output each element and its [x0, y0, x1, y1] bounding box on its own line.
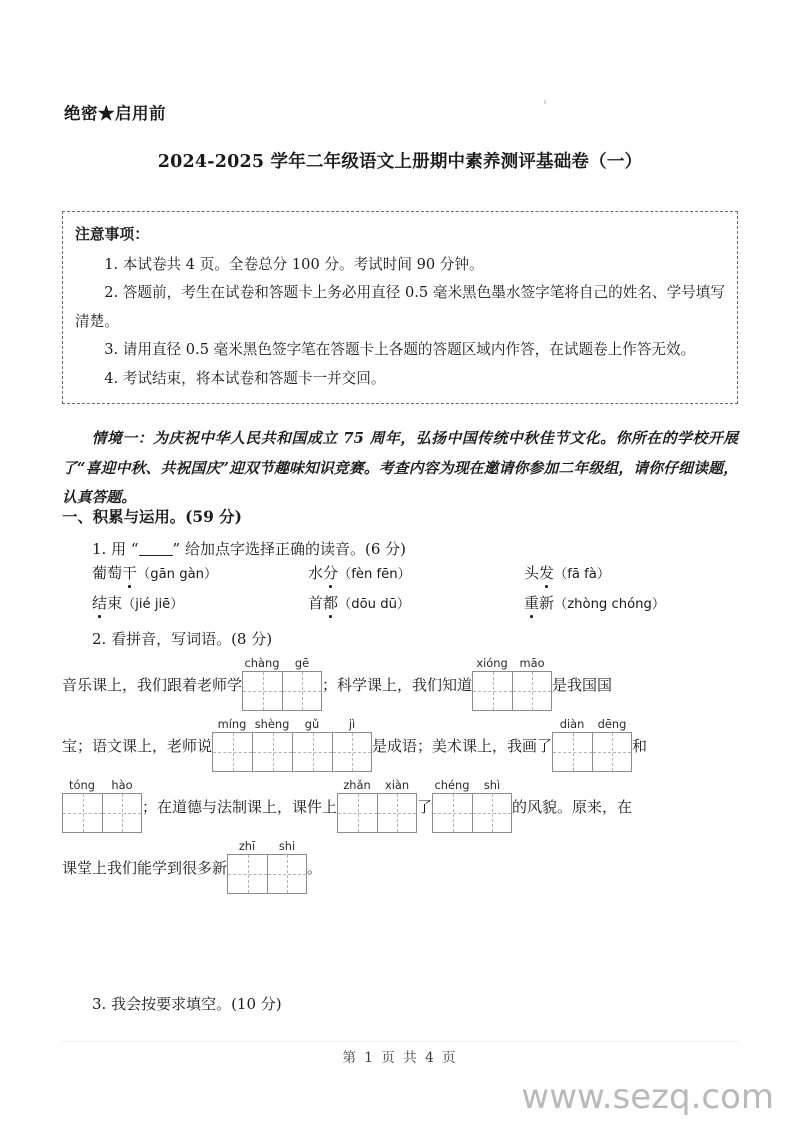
sentence-text: ；科学课上，我们知道	[322, 676, 473, 694]
question-3-stem: 3. 我会按要求填空。(10 分)	[92, 995, 282, 1013]
writing-box-row[interactable]	[337, 793, 417, 833]
word-prefix: 葡萄	[92, 564, 123, 582]
sentence-text: 了	[417, 798, 433, 816]
writing-box-row[interactable]	[212, 732, 372, 772]
pinyin-writing-group[interactable]	[212, 717, 372, 772]
pinyin-label: xiàn	[384, 778, 410, 792]
dotted-character: 结	[92, 594, 108, 612]
pinyin-row	[242, 656, 322, 671]
word-suffix: 新	[539, 594, 555, 612]
pinyin-row	[62, 778, 142, 793]
notice-title: 注意事项：	[75, 226, 149, 243]
writing-box-row[interactable]	[227, 854, 307, 894]
question-2-line	[62, 716, 752, 772]
notice-item: 4. 考试结束，将本试卷和答题卡一并交回。	[104, 369, 386, 387]
pinyin-label: shèng	[254, 717, 290, 731]
pinyin-writing-group[interactable]	[242, 656, 322, 711]
question-1-items	[92, 562, 742, 622]
sentence-text: 的风貌。原来，在	[512, 798, 633, 816]
sentence-text: 是我国国	[552, 676, 613, 694]
pinyin-label: míng	[217, 717, 247, 731]
writing-box-row[interactable]	[472, 671, 552, 711]
question-1-stem-after: ” 给加点字选择正确的读音。(6 分)	[172, 540, 406, 558]
word-prefix: 水	[308, 564, 324, 582]
character-writing-box[interactable]	[282, 671, 322, 711]
writing-box-row[interactable]	[62, 793, 142, 833]
character-writing-box[interactable]	[472, 793, 512, 833]
character-writing-box[interactable]	[512, 671, 552, 711]
pinyin-label: diàn	[559, 717, 585, 731]
pinyin-options[interactable]: （zhòng chóng）	[554, 597, 666, 612]
sentence-text: 。	[307, 859, 323, 877]
character-writing-box[interactable]	[377, 793, 417, 833]
sentence-text: ；在道德与法制课上，课件上	[142, 798, 338, 816]
pinyin-label: chàng	[244, 656, 280, 670]
character-writing-box[interactable]	[332, 732, 372, 772]
question-2-line	[62, 777, 752, 833]
writing-box-row[interactable]	[242, 671, 322, 711]
writing-box-row[interactable]	[432, 793, 512, 833]
character-writing-box[interactable]	[242, 671, 282, 711]
sentence-text: 课堂上我们能学到很多新	[62, 859, 228, 877]
dotted-character: 分	[323, 564, 339, 582]
pinyin-writing-group[interactable]	[227, 839, 307, 894]
pinyin-label: tóng	[69, 778, 95, 792]
sentence-text: 宝；语文课上，老师说	[62, 737, 213, 755]
site-watermark: www.sezq.com	[521, 1077, 774, 1117]
page-title: 2024-2025 学年二年级语文上册期中素养测评基础卷（一）	[157, 152, 643, 172]
character-writing-box[interactable]	[252, 732, 292, 772]
question-1-item[interactable]	[524, 592, 740, 613]
pinyin-row	[337, 778, 417, 793]
question-2-line	[62, 838, 752, 894]
question-2-body	[62, 655, 752, 899]
character-writing-box[interactable]	[212, 732, 252, 772]
pinyin-label: gē	[294, 656, 310, 670]
pinyin-writing-group[interactable]	[472, 656, 552, 711]
pinyin-row	[432, 778, 512, 793]
dotted-character: 都	[323, 594, 339, 612]
question-1-row	[92, 562, 742, 592]
pinyin-label: zhǎn	[343, 778, 371, 792]
dotted-character: 重	[524, 594, 540, 612]
notice-item: 1. 本试卷共 4 页。全卷总分 100 分。考试时间 90 分钟。	[104, 255, 484, 273]
character-writing-box[interactable]	[432, 793, 472, 833]
dotted-character: 发	[539, 564, 555, 582]
character-writing-box[interactable]	[267, 854, 307, 894]
pinyin-options[interactable]: （jié jiē）	[122, 597, 184, 612]
page-speck	[544, 100, 546, 104]
question-2-line	[62, 655, 752, 711]
word-suffix: 束	[107, 594, 123, 612]
pinyin-options[interactable]: （gān gàn）	[137, 567, 218, 582]
pinyin-row	[472, 656, 552, 671]
pinyin-writing-group[interactable]	[432, 778, 512, 833]
pinyin-writing-group[interactable]	[552, 717, 632, 772]
word-prefix: 头	[524, 564, 540, 582]
notice-item: 2. 答题前，考生在试卷和答题卡上务必用直径 0.5 毫米黑色墨水签字笔将自己的姓名、学号填写清楚。	[75, 284, 725, 330]
notice-item-list	[75, 251, 725, 393]
character-writing-box[interactable]	[292, 732, 332, 772]
question-1-item[interactable]	[308, 592, 524, 613]
pinyin-label: māo	[519, 656, 545, 670]
pinyin-options[interactable]: （fā fà）	[554, 567, 611, 582]
page-number-footer: 第 1 页 共 4 页	[342, 1050, 458, 1066]
question-1-item[interactable]	[92, 592, 308, 613]
sentence-text: 是成语；美术课上，我画了	[372, 737, 553, 755]
pinyin-label: gǔ	[304, 717, 320, 731]
pinyin-row	[552, 717, 632, 732]
pinyin-label: shì	[483, 778, 501, 792]
pinyin-label: chéng	[434, 778, 470, 792]
question-1-item[interactable]	[524, 562, 740, 583]
scenario-paragraph: 情境一：为庆祝中华人民共和国成立 75 周年，弘扬中国传统中秋佳节文化。你所在的学校开展了“喜迎中秋、共祝国庆”迎双节趣味知识竞赛。考查内容为现在邀请你参加二年级组，请你仔细读题，认真答题。	[62, 430, 738, 507]
notice-item: 3. 请用直径 0.5 毫米黑色签字笔在答题卡上各题的答题区域内作答，在试题卷上作答无效。	[104, 341, 696, 359]
question-1-stem	[92, 538, 406, 559]
footer-divider	[62, 1041, 738, 1042]
sentence-text: 和	[632, 737, 648, 755]
notice-box	[62, 211, 738, 404]
character-writing-box[interactable]	[102, 793, 142, 833]
question-1-item[interactable]	[92, 562, 308, 583]
question-1-row	[92, 592, 742, 622]
question-1-stem-before: 1. 用 “	[92, 540, 139, 558]
pinyin-options[interactable]: （fèn fēn）	[338, 567, 411, 582]
pinyin-writing-group[interactable]	[337, 778, 417, 833]
pinyin-options[interactable]: （dōu dū）	[338, 597, 411, 612]
dotted-character: 干	[122, 564, 138, 582]
question-2-stem: 2. 看拼音，写词语。(8 分)	[92, 630, 273, 648]
sentence-text: 音乐课上，我们跟着老师学	[62, 676, 243, 694]
pinyin-writing-group[interactable]	[62, 778, 142, 833]
character-writing-box[interactable]	[227, 854, 267, 894]
pinyin-row	[212, 717, 372, 732]
word-prefix: 首	[308, 594, 324, 612]
pinyin-row	[227, 839, 307, 854]
character-writing-box[interactable]	[337, 793, 377, 833]
writing-box-row[interactable]	[552, 732, 632, 772]
character-writing-box[interactable]	[62, 793, 102, 833]
character-writing-box[interactable]	[472, 671, 512, 711]
pinyin-label: jì	[348, 717, 356, 731]
pinyin-label: hào	[111, 778, 133, 792]
section-heading-accumulation: 一、积累与运用。(59 分)	[62, 508, 242, 526]
pinyin-label: dēng	[597, 717, 627, 731]
character-writing-box[interactable]	[592, 732, 632, 772]
secret-notice: 绝密★启用前	[64, 104, 166, 123]
character-writing-box[interactable]	[552, 732, 592, 772]
pinyin-label: zhī	[238, 839, 256, 853]
pinyin-label: shi	[278, 839, 296, 853]
question-1-item[interactable]	[308, 562, 524, 583]
answer-blank-line	[139, 555, 173, 556]
pinyin-label: xióng	[476, 656, 508, 670]
